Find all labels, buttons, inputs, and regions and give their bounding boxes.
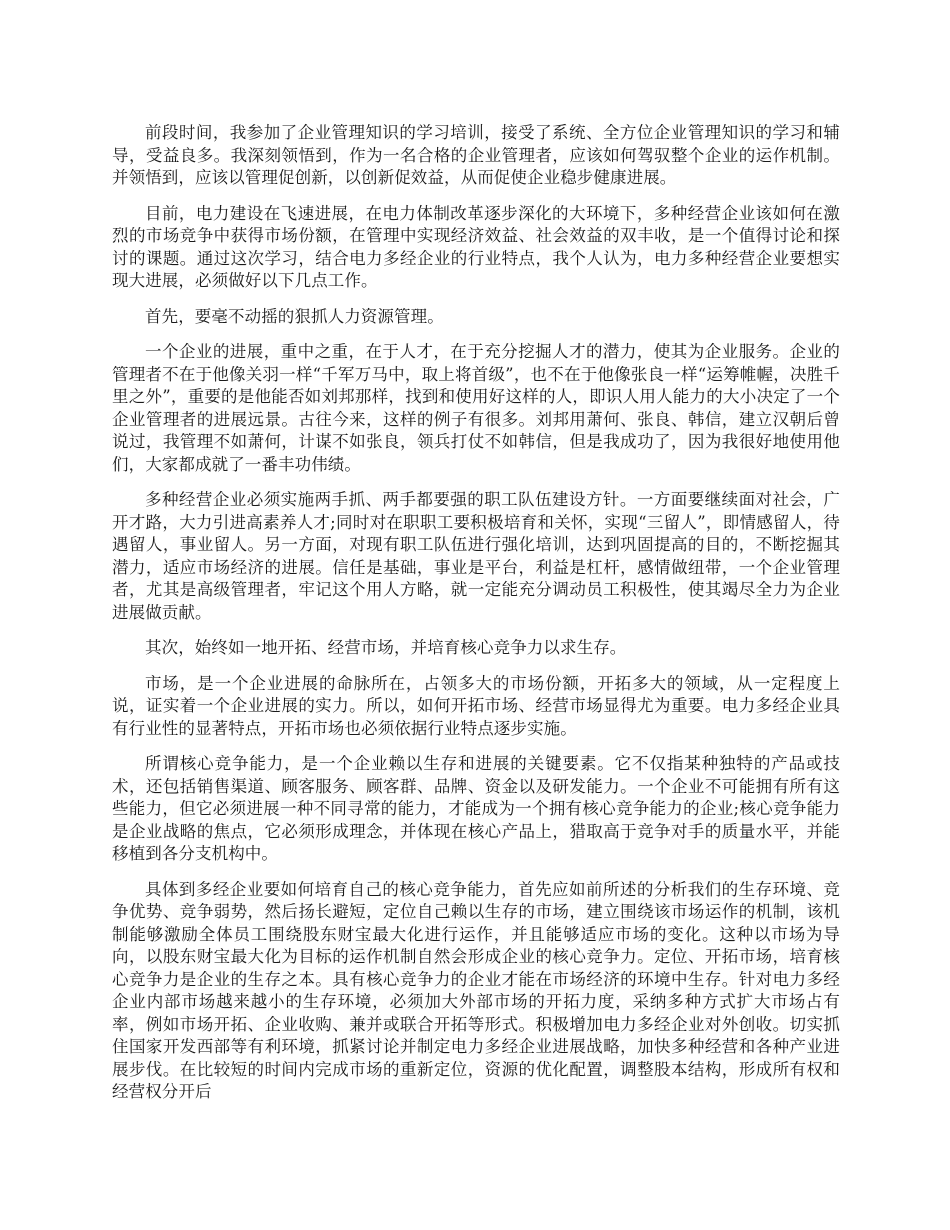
- paragraph-background: 目前，电力建设在飞速进展，在电力体制改革逐步深化的大环境下，多种经营企业该如何在激烈的市场竞争中获得市场份额，在管理中实现经济效益、社会效益的双丰收，是一个值得讨论和探讨的课题。通过这次学习，结合电力多经企业的行业特点，我个人认为，电力多种经营企业要想实现大进展，必须做好以下几点工作。: [112, 203, 840, 290]
- paragraph-core-competence: 所谓核心竞争能力，是一个企业赖以生存和进展的关键要素。它不仅指某种独特的产品或技术，还包括销售渠道、顾客服务、顾客群、品牌、资金以及研发能力。一个企业不可能拥有所有这些能力，但它必须进展一种不同寻常的能力，才能成为一个拥有核心竞争能力的企业;核心竞争能力是企业战略的焦点，它必须形成理念，并体现在核心产品上，猎取高于竞争对手的质量水平，并能移植到各分支机构中。: [112, 754, 840, 863]
- paragraph-second-point: 其次，始终如一地开拓、经营市场，并培育核心竞争力以求生存。: [145, 638, 627, 657]
- paragraph-cultivation: 具体到多经企业要如何培育自己的核心竞争能力，首先应如前所述的分析我们的生存环境、竞争优势、竞争弱势，然后扬长避短，定位自己赖以生存的市场，建立围绕该市场运作的机制，该机制能够激励全体员工围绕股东财宝最大化进行运作，并且能够适应市场的变化。这种以市场为导向，以股东财宝最大化为目标的运作机制自然会形成企业的核心竞争力。定位、开拓市场，培育核心竞争力是企业的生存之本。具有核心竞争力的企业才能在市场经济的环境中生存。针对电力多经企业内部市场越来越小的生存环境，必须加大外部市场的开拓力度，采纳多种方式扩大市场占有率，例如市场开拓、企业收购、兼并或联合开拓等形式。积极增加电力多经企业对外创收。切实抓住国家开发西部等有利环境，抓紧讨论并制定电力多经企业进展战略，加快多种经营和各种产业进展步伐。在比较短的时间内完成市场的重新定位，资源的优化配置，调整股本结构，形成所有权和经营权分开后: [112, 879, 840, 1101]
- document-body: [112, 122, 840, 1117]
- paragraph-intro: 前段时间，我参加了企业管理知识的学习培训，接受了系统、全方位企业管理知识的学习和辅导，受益良多。我深刻领悟到，作为一名合格的企业管理者，应该如何驾驭整个企业的运作机制。并领悟到，应该以管理促创新，以创新促效益，从而促使企业稳步健康进展。: [112, 123, 840, 187]
- paragraph-first-point: 首先，要毫不动摇的狠抓人力资源管理。: [145, 306, 444, 326]
- paragraph-workforce: 多种经营企业必须实施两手抓、两手都要强的职工队伍建设方针。一方面要继续面对社会，广开才路，大力引进高素养人才;同时对在职职工要积极培育和关怀，实现“三留人”，即情感留人，待遇留人，事业留人。另一方面，对现有职工队伍进行强化培训，达到巩固提高的目的，不断挖掘其潜力，适应市场经济的进展。信任是基础，事业是平台，利益是杠杆，感情做纽带，一个企业管理者，尤其是高级管理者，牢记这个用人方略，就一定能充分调动员工积极性，使其竭尽全力为企业进展做贡献。: [112, 490, 840, 622]
- paragraph-market: 市场，是一个企业进展的命脉所在，占领多大的市场份额，开拓多大的领域，从一定程度上说，证实着一个企业进展的实力。所以，如何开拓市场、经营市场显得尤为重要。电力多经企业具有行业性的显著特点，开拓市场也必须依据行业特点逐步实施。: [112, 673, 840, 738]
- paragraph-talent: 一个企业的进展，重中之重，在于人才，在于充分挖掘人才的潜力，使其为企业服务。企业的管理者不在于他像关羽一样“千军万马中，取上将首级”，也不在于他像张良一样“运筹帷幄，决胜千里之外”，重要的是他能否如刘邦那样，找到和使用好这样的人，即识人用人能力的大小决定了一个企业管理者的进展远景。古往今来，这样的例子有很多。刘邦用萧何、张良、韩信，建立汉朝后曾说过，我管理不如萧何，计谋不如张良，领兵打仗不如韩信，但是我成功了，因为我很好地使用他们，大家都成就了一番丰功伟绩。: [112, 342, 840, 474]
